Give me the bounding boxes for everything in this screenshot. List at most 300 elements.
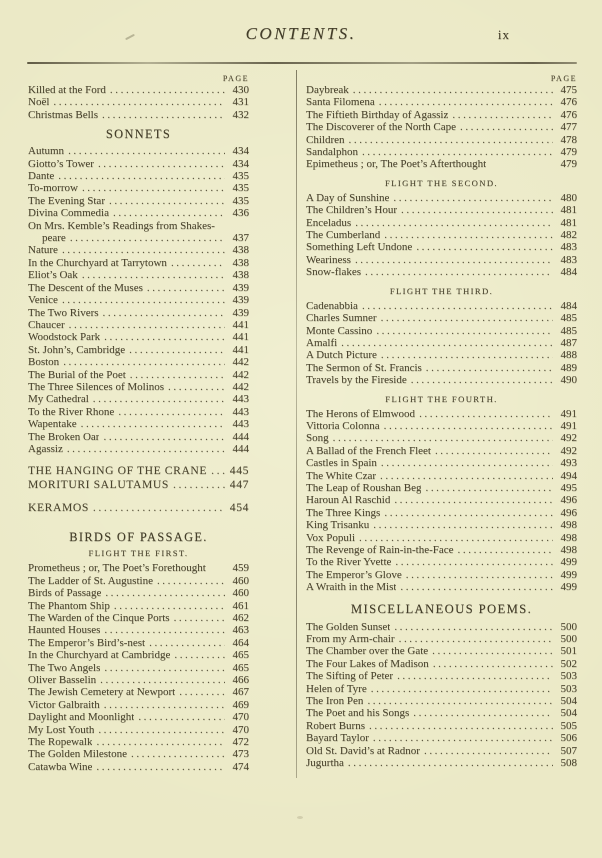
toc-entry	[306, 494, 577, 506]
dot-leader	[78, 182, 225, 194]
dot-leader	[170, 612, 225, 624]
toc-entry	[28, 711, 249, 723]
toc-entry	[306, 217, 577, 229]
entry-page-number: 480	[560, 191, 577, 204]
dot-leader	[402, 569, 553, 581]
toc-entry	[306, 457, 577, 469]
dot-leader	[380, 507, 553, 519]
entry-page-number: 465	[232, 649, 249, 662]
entry-page-number: 479	[560, 146, 577, 159]
toc-entry	[28, 282, 249, 294]
entry-title: A Dutch Picture	[306, 349, 377, 362]
toc-entry	[306, 432, 577, 444]
entry-page-number: 469	[232, 698, 249, 711]
dot-leader	[59, 356, 225, 368]
entry-page-number: 484	[560, 266, 577, 279]
entry-page-number: 493	[560, 457, 577, 470]
entry-page-number: 500	[560, 633, 577, 646]
toc-entry	[306, 109, 577, 121]
entry-page-number: 435	[232, 170, 249, 183]
dot-leader	[431, 445, 553, 457]
dot-leader	[126, 369, 225, 381]
entry-title: Charles Sumner	[306, 312, 377, 325]
dot-leader	[109, 207, 225, 219]
entry-title: Nature	[28, 244, 58, 257]
toc-entry	[28, 294, 249, 306]
entry-page-number: 463	[232, 624, 249, 637]
toc-entry	[306, 470, 577, 482]
entry-title: MORITURI SALUTAMUS	[28, 478, 169, 492]
entry-title: The Cumberland	[306, 229, 381, 242]
dot-leader	[100, 624, 225, 636]
entry-page-number: 483	[560, 241, 577, 254]
entry-page-number: 444	[232, 442, 249, 455]
dot-leader	[377, 349, 553, 361]
toc-entry	[306, 658, 577, 670]
toc-entry	[28, 356, 249, 368]
entry-title: The Ladder of St. Augustine	[28, 574, 153, 587]
dot-leader	[344, 757, 553, 769]
entry-page-number: 436	[232, 207, 249, 220]
dot-leader	[99, 431, 225, 443]
entry-title: The Children’s Hour	[306, 204, 398, 217]
entry-title: Monte Cassino	[306, 324, 373, 337]
dot-leader	[143, 282, 225, 294]
dot-leader	[94, 158, 225, 170]
entry-title: The Phantom Ship	[28, 599, 110, 612]
entry-page-number: 460	[232, 574, 249, 587]
entry-title: To the River Yvette	[306, 556, 392, 569]
toc-entry	[306, 707, 577, 719]
dot-leader	[167, 257, 225, 269]
dot-leader	[407, 374, 553, 386]
toc-entry	[306, 732, 577, 744]
entry-title: The Golden Milestone	[28, 748, 127, 761]
entry-title: Killed at the Ford	[28, 84, 106, 96]
toc-entry	[28, 736, 249, 748]
entry-title: Eliot’s Oak	[28, 269, 78, 282]
dot-leader	[351, 254, 553, 266]
toc-entry	[28, 182, 249, 194]
toc-entry	[306, 121, 577, 133]
entry-title: The Golden Sunset	[306, 620, 391, 633]
dot-leader	[54, 170, 225, 182]
dot-leader	[114, 406, 225, 418]
section-heading: MISCELLANEOUS POEMS.	[350, 601, 533, 616]
toc-entry	[28, 170, 249, 182]
toc-entry	[28, 501, 249, 515]
dot-leader	[153, 575, 225, 587]
dot-leader	[358, 300, 553, 312]
dot-leader	[454, 544, 553, 556]
entry-page-number: 476	[560, 108, 577, 121]
toc-entry	[28, 662, 249, 674]
dot-leader	[92, 761, 225, 773]
entry-page-number: 506	[560, 732, 577, 745]
toc-entry	[306, 325, 577, 337]
dot-leader	[396, 581, 553, 593]
toc-entry	[28, 145, 249, 157]
dot-leader	[101, 587, 225, 599]
entry-title: St. John’s, Cambridge	[28, 343, 126, 356]
entry-title: The Sermon of St. Francis	[306, 361, 422, 374]
toc-entry	[28, 244, 249, 256]
toc-entry	[306, 621, 577, 633]
toc-entry	[306, 645, 577, 657]
entry-title: Something Left Undone	[306, 241, 413, 254]
page-column-header: PAGE	[222, 74, 249, 83]
header-rule	[27, 62, 577, 64]
entry-page-number: 445	[229, 464, 249, 478]
entry-title: Snow-flakes	[306, 266, 361, 279]
entry-page-number: 495	[560, 481, 577, 494]
spacer	[28, 492, 249, 501]
entry-page-number: 442	[232, 356, 249, 369]
entry-title: THE HANGING OF THE CRANE	[28, 464, 208, 478]
entry-page-number: 470	[232, 711, 249, 724]
entry-title: The Broken Oar	[28, 430, 100, 443]
dot-leader	[145, 637, 225, 649]
entry-title: The Three Silences of Molinos	[28, 380, 165, 393]
toc-entry	[306, 482, 577, 494]
dot-leader	[377, 312, 553, 324]
entry-page-number: 492	[560, 432, 577, 445]
toc-entry	[306, 408, 577, 420]
entry-title: Catawba Wine	[28, 760, 93, 773]
dot-leader	[65, 319, 225, 331]
dot-leader	[337, 337, 553, 349]
toc-entry	[28, 686, 249, 698]
entry-page-number: 500	[560, 620, 577, 633]
toc-entry	[28, 369, 249, 381]
dot-leader	[98, 109, 225, 121]
toc-entry	[28, 674, 249, 686]
toc-entry	[28, 269, 249, 281]
entry-title: Bayard Taylor	[306, 732, 369, 745]
entry-title: Venice	[28, 294, 58, 307]
toc-entry	[306, 362, 577, 374]
entry-title: Victor Galbraith	[28, 698, 100, 711]
dot-leader	[105, 195, 225, 207]
entry-title: The Jewish Cemetery at Newport	[28, 686, 176, 699]
toc-entry	[28, 158, 249, 170]
entry-page-number: 442	[232, 368, 249, 381]
entry-page-number: 496	[560, 506, 577, 519]
entry-title: In the Churchyard at Cambridge	[28, 649, 171, 662]
dot-leader	[49, 96, 225, 108]
dot-leader	[409, 707, 553, 719]
toc-entry	[28, 96, 249, 108]
dot-leader	[367, 683, 553, 695]
dot-leader	[99, 307, 225, 319]
entry-page-number: 464	[232, 636, 249, 649]
toc-entry	[306, 337, 577, 349]
entry-page-number: 488	[560, 349, 577, 362]
toc-entry	[28, 232, 249, 244]
entry-page-number: 489	[560, 361, 577, 374]
dot-leader	[134, 711, 225, 723]
toc-entry	[28, 393, 249, 405]
toc-entry	[28, 761, 249, 773]
toc-entry	[28, 478, 249, 492]
entry-page-number: 439	[232, 294, 249, 307]
toc-entry	[28, 600, 249, 612]
entry-page-number: 504	[560, 695, 577, 708]
entry-page-number: 478	[560, 133, 577, 146]
entry-page-number: 474	[232, 760, 249, 773]
toc-entry	[28, 331, 249, 343]
entry-page-number: 503	[560, 670, 577, 683]
entry-title: Woodstock Park	[28, 331, 101, 344]
toc-column-right	[306, 74, 577, 770]
toc-entry	[306, 158, 577, 170]
toc-entry	[306, 519, 577, 531]
entry-page-number: 435	[232, 194, 249, 207]
entry-title: Noël	[28, 96, 50, 109]
toc-column-left	[28, 74, 249, 773]
toc-entry	[306, 670, 577, 682]
dot-leader	[412, 241, 553, 253]
entry-title: Cadenabbia	[306, 299, 358, 312]
toc-entry	[28, 418, 249, 430]
entry-page-number: 498	[560, 544, 577, 556]
entry-title: A Wraith in the Mist	[306, 581, 397, 594]
entry-page-number: 484	[560, 299, 577, 312]
dot-leader	[369, 519, 553, 531]
entry-page-number: 481	[560, 204, 577, 217]
entry-title: The Four Lakes of Madison	[306, 657, 429, 670]
toc-entry	[306, 374, 577, 386]
toc-entry	[28, 307, 249, 319]
entry-title: peare	[42, 232, 66, 245]
entry-title: Chaucer	[28, 318, 65, 331]
dot-leader	[448, 109, 553, 121]
entry-page-number: 473	[232, 748, 249, 761]
entry-title: King Trisanku	[306, 519, 370, 532]
entry-page-number: 498	[560, 519, 577, 532]
entry-title: Oliver Basselin	[28, 674, 97, 687]
entry-title: The Evening Star	[28, 194, 105, 207]
entry-page-number: 496	[560, 494, 577, 507]
toc-entry	[306, 556, 577, 568]
entry-page-number: 492	[560, 444, 577, 457]
dot-leader	[397, 204, 553, 216]
dot-leader	[329, 432, 553, 444]
toc-entry	[28, 612, 249, 624]
entry-page-number: 444	[232, 430, 249, 443]
entry-page-number: 499	[560, 556, 577, 569]
flight-subheading: FLIGHT THE THIRD.	[389, 285, 494, 296]
toc-entry	[306, 134, 577, 146]
entry-title: Epimetheus ; or, The Poet’s Afterthought	[306, 158, 487, 171]
toc-entry	[306, 507, 577, 519]
dot-leader	[422, 362, 553, 374]
toc-entry	[306, 312, 577, 324]
entry-page-number: 498	[560, 531, 577, 544]
dot-leader	[345, 134, 554, 146]
section-heading: SONNETS	[105, 127, 172, 142]
toc-entry	[28, 637, 249, 649]
toc-entry	[28, 220, 249, 232]
dot-leader	[64, 145, 225, 157]
toc-entry	[28, 724, 249, 736]
toc-entry	[306, 720, 577, 732]
toc-entry	[28, 431, 249, 443]
entry-page-number: 461	[232, 599, 249, 612]
entry-title: Enceladus	[306, 216, 352, 229]
flight-subheading: FLIGHT THE FIRST.	[88, 548, 189, 559]
entry-page-number: 507	[560, 744, 577, 757]
entry-page-number: 476	[560, 96, 577, 109]
entry-page-number: 438	[232, 269, 249, 282]
dot-leader	[429, 658, 553, 670]
dot-leader	[78, 269, 225, 281]
entry-title: The Warden of the Cinque Ports	[28, 612, 170, 624]
dot-leader	[365, 720, 553, 732]
toc-entry	[28, 257, 249, 269]
entry-title: The Iron Pen	[306, 695, 364, 708]
entry-page-number: 459	[232, 562, 249, 575]
entry-page-number: 441	[232, 343, 249, 356]
entry-page-number: 454	[229, 501, 249, 515]
entry-title: Castles in Spain	[306, 457, 377, 470]
entry-title: Song	[306, 432, 329, 445]
toc-entry	[28, 443, 249, 455]
flight-subheading: FLIGHT THE SECOND.	[385, 177, 498, 188]
entry-title: Travels by the Fireside	[306, 374, 407, 387]
entry-title: Divina Commedia	[28, 207, 109, 220]
entry-page-number: 502	[560, 657, 577, 670]
entry-page-number: 494	[560, 469, 577, 482]
toc-entry	[306, 241, 577, 253]
entry-title: Christmas Bells	[28, 108, 98, 121]
toc-entry	[28, 748, 249, 760]
dot-leader	[389, 192, 553, 204]
entry-title: Old St. David’s at Radnor	[306, 744, 420, 757]
toc-entry	[306, 204, 577, 216]
entry-title: A Ballad of the French Fleet	[306, 444, 431, 457]
dot-leader	[207, 464, 225, 478]
toc-entry	[306, 300, 577, 312]
entry-title: My Cathedral	[28, 393, 89, 406]
entry-title: Agassiz	[28, 442, 63, 455]
entry-title: Jugurtha	[306, 757, 344, 770]
entry-title: The Leap of Roushan Beg	[306, 481, 422, 494]
toc-entry	[28, 699, 249, 711]
toc-entry	[306, 683, 577, 695]
toc-entry	[28, 587, 249, 599]
dot-leader	[355, 532, 553, 544]
toc-entry	[306, 757, 577, 769]
entry-title: The Fiftieth Birthday of Agassiz	[306, 108, 449, 121]
toc-entry	[306, 266, 577, 278]
dot-leader	[127, 748, 225, 760]
entry-page-number: 434	[232, 157, 249, 170]
toc-entry	[306, 229, 577, 241]
dot-leader	[164, 381, 225, 393]
dot-leader	[351, 217, 553, 229]
entry-title: The Discoverer of the North Cape	[306, 121, 456, 134]
entry-page-number: 443	[232, 405, 249, 418]
dot-leader	[96, 674, 225, 686]
page-title: CONTENTS.	[245, 24, 357, 43]
dot-leader	[92, 736, 225, 748]
entry-title: The Three Kings	[306, 506, 381, 519]
entry-title: Giotto’s Tower	[28, 157, 94, 170]
entry-title: From my Arm-chair	[306, 633, 395, 646]
entry-page-number: 443	[232, 418, 249, 431]
toc-entry	[306, 581, 577, 593]
entry-page-number: 481	[560, 216, 577, 229]
entry-title: Dante	[28, 170, 55, 183]
toc-entry	[28, 562, 249, 574]
entry-page-number: 503	[560, 682, 577, 695]
entry-page-number: 482	[560, 229, 577, 242]
entry-page-number: 504	[560, 707, 577, 720]
dot-leader	[456, 121, 553, 133]
entry-title: Boston	[28, 356, 60, 369]
dot-leader	[428, 645, 553, 657]
entry-title: The Sifting of Peter	[306, 670, 394, 683]
entry-page-number: 443	[232, 393, 249, 406]
entry-page-number: 490	[560, 374, 577, 387]
dot-leader	[363, 695, 553, 707]
entry-page-number: 441	[232, 331, 249, 344]
entry-title: The Two Angels	[28, 661, 101, 674]
toc-entry	[28, 207, 249, 219]
entry-title: The Ropewalk	[28, 736, 93, 749]
dot-leader	[77, 418, 225, 430]
entry-title: To the River Rhone	[28, 405, 115, 418]
entry-page-number: 439	[232, 281, 249, 294]
toc-entry	[28, 406, 249, 418]
dot-leader	[375, 96, 553, 108]
entry-title: On Mrs. Kemble’s Readings from Shakes-	[28, 219, 215, 232]
entry-title: Wapentake	[28, 418, 77, 431]
dot-leader	[100, 699, 225, 711]
toc-entry	[306, 569, 577, 581]
dot-leader	[369, 732, 553, 744]
toc-entry	[28, 649, 249, 661]
toc-entry	[306, 192, 577, 204]
toc-entry	[306, 146, 577, 158]
entry-title: Autumn	[28, 145, 65, 158]
entry-page-number: 467	[232, 686, 249, 699]
dot-leader	[391, 556, 553, 568]
entry-page-number: 470	[232, 723, 249, 736]
entry-title: My Lost Youth	[28, 723, 95, 736]
toc-entry	[306, 532, 577, 544]
dot-leader	[395, 633, 553, 645]
toc-entry	[28, 109, 249, 121]
entry-title: In the Churchyard at Tarrytown	[28, 256, 167, 269]
entry-title: The Chamber over the Gate	[306, 645, 429, 658]
dot-leader	[390, 621, 553, 633]
dot-leader	[415, 408, 553, 420]
section-heading: BIRDS OF PASSAGE.	[69, 530, 208, 545]
dot-leader	[421, 482, 553, 494]
entry-title: The Two Rivers	[28, 306, 99, 319]
dot-leader	[125, 344, 225, 356]
dot-leader	[170, 649, 225, 661]
entry-title: Haunted Houses	[28, 624, 101, 637]
dot-leader	[390, 494, 553, 506]
entry-title: Children	[306, 133, 345, 146]
entry-page-number: 477	[560, 121, 577, 134]
entry-title: The White Czar	[306, 469, 377, 482]
entry-title: Daybreak	[306, 84, 349, 96]
spacer	[28, 515, 249, 524]
